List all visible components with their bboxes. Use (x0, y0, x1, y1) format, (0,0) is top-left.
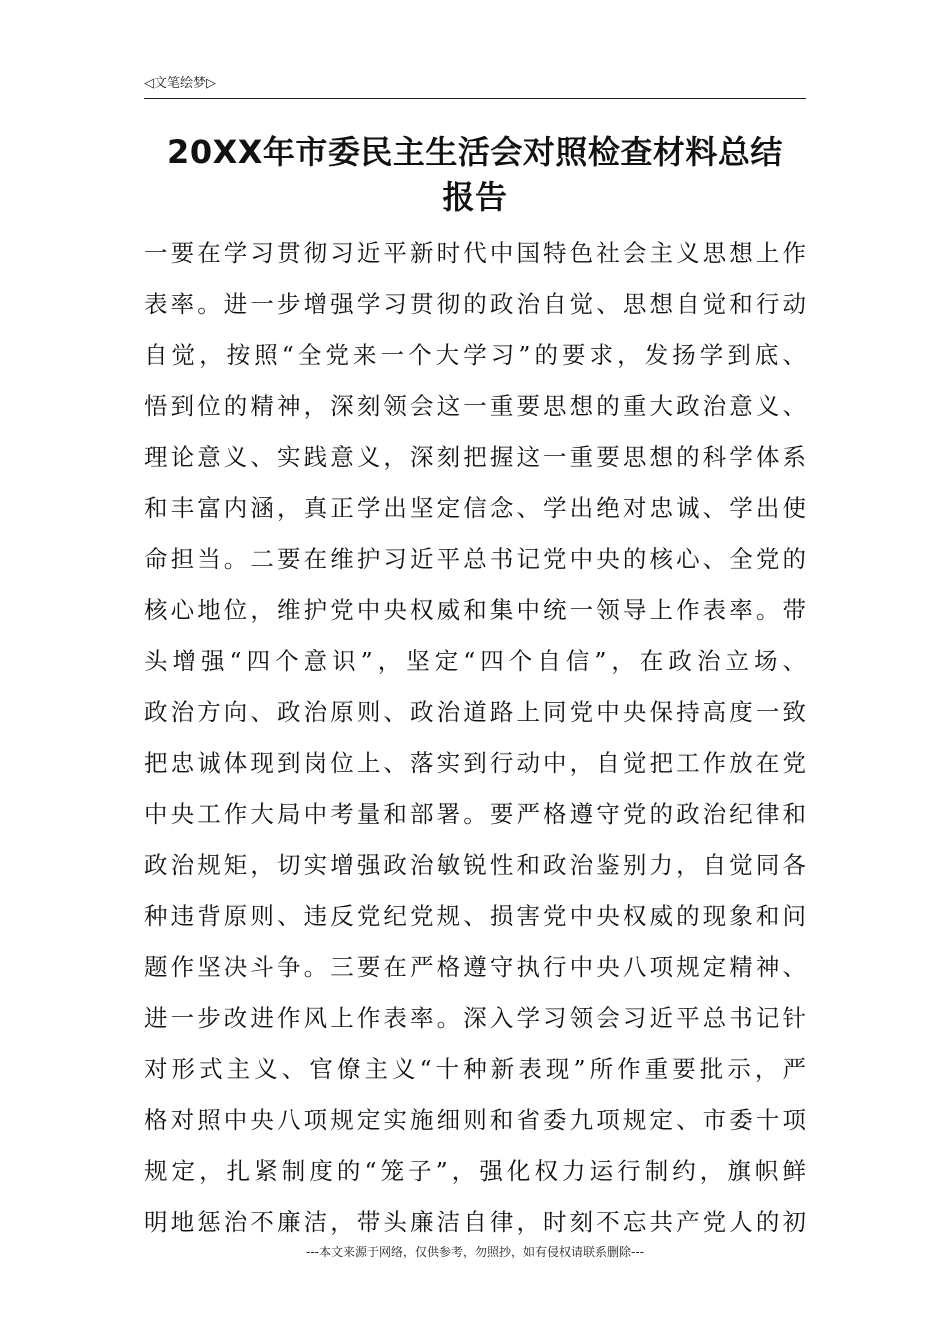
body-line: 头增强“四个意识”，坚定“四个自信”，在政治立场、 (144, 647, 806, 675)
body-line: 题作坚决斗争。三要在严格遵守执行中央八项规定精神、 (144, 953, 806, 981)
page-header (144, 74, 806, 99)
body-line: 核心地位，维护党中央权威和集中统一领导上作表率。带 (144, 596, 806, 624)
body-line: 政治方向、政治原则、政治道路上同党中央保持高度一致 (144, 698, 806, 726)
body-line: 对形式主义、官僚主义“十种新表现”所作重要批示，严 (144, 1055, 806, 1083)
body-line: 悟到位的精神，深刻领会这一重要思想的重大政治意义、 (144, 392, 806, 420)
body-line: 表率。进一步增强学习贯彻的政治自觉、思想自觉和行动 (144, 290, 806, 318)
body-line: 中央工作大局中考量和部署。要严格遵守党的政治纪律和 (144, 800, 806, 828)
body-line: 一要在学习贯彻习近平新时代中国特色社会主义思想上作 (144, 239, 806, 267)
body-line: 进一步改进作风上作表率。深入学习领会习近平总书记针 (144, 1004, 806, 1032)
body-line: 种违背原则、违反党纪党规、损害党中央权威的现象和问 (144, 902, 806, 930)
page-footer-disclaimer: ---本文来源于网络，仅供参考，勿照抄，如有侵权请联系删除--- (306, 1245, 644, 1259)
title-line-1: 20XX年市委民主生活会对照检查材料总结 (167, 133, 783, 171)
body-line: 和丰富内涵，真正学出坚定信念、学出绝对忠诚、学出使 (144, 494, 806, 522)
body-line: 格对照中央八项规定实施细则和省委九项规定、市委十项 (144, 1106, 806, 1134)
header-brand-text: ◁文笔绘梦▷ (144, 76, 216, 91)
body-paragraph (144, 228, 806, 1248)
body-line: 规定，扎紧制度的“笼子”，强化权力运行制约，旗帜鲜 (144, 1157, 806, 1185)
body-line: 把忠诚体现到岗位上、落实到行动中，自觉把工作放在党 (144, 749, 806, 777)
body-line: 理论意义、实践意义，深刻把握这一重要思想的科学体系 (144, 443, 806, 471)
body-line: 政治规矩，切实增强政治敏锐性和政治鉴别力，自觉同各 (144, 851, 806, 879)
document-title (144, 130, 806, 220)
body-line: 命担当。二要在维护习近平总书记党中央的核心、全党的 (144, 545, 806, 573)
title-line-2: 报告 (442, 178, 508, 216)
body-line: 自觉，按照“全党来一个大学习”的要求，发扬学到底、 (144, 341, 806, 369)
body-line: 明地惩治不廉洁，带头廉洁自律，时刻不忘共产党人的初 (144, 1208, 806, 1236)
